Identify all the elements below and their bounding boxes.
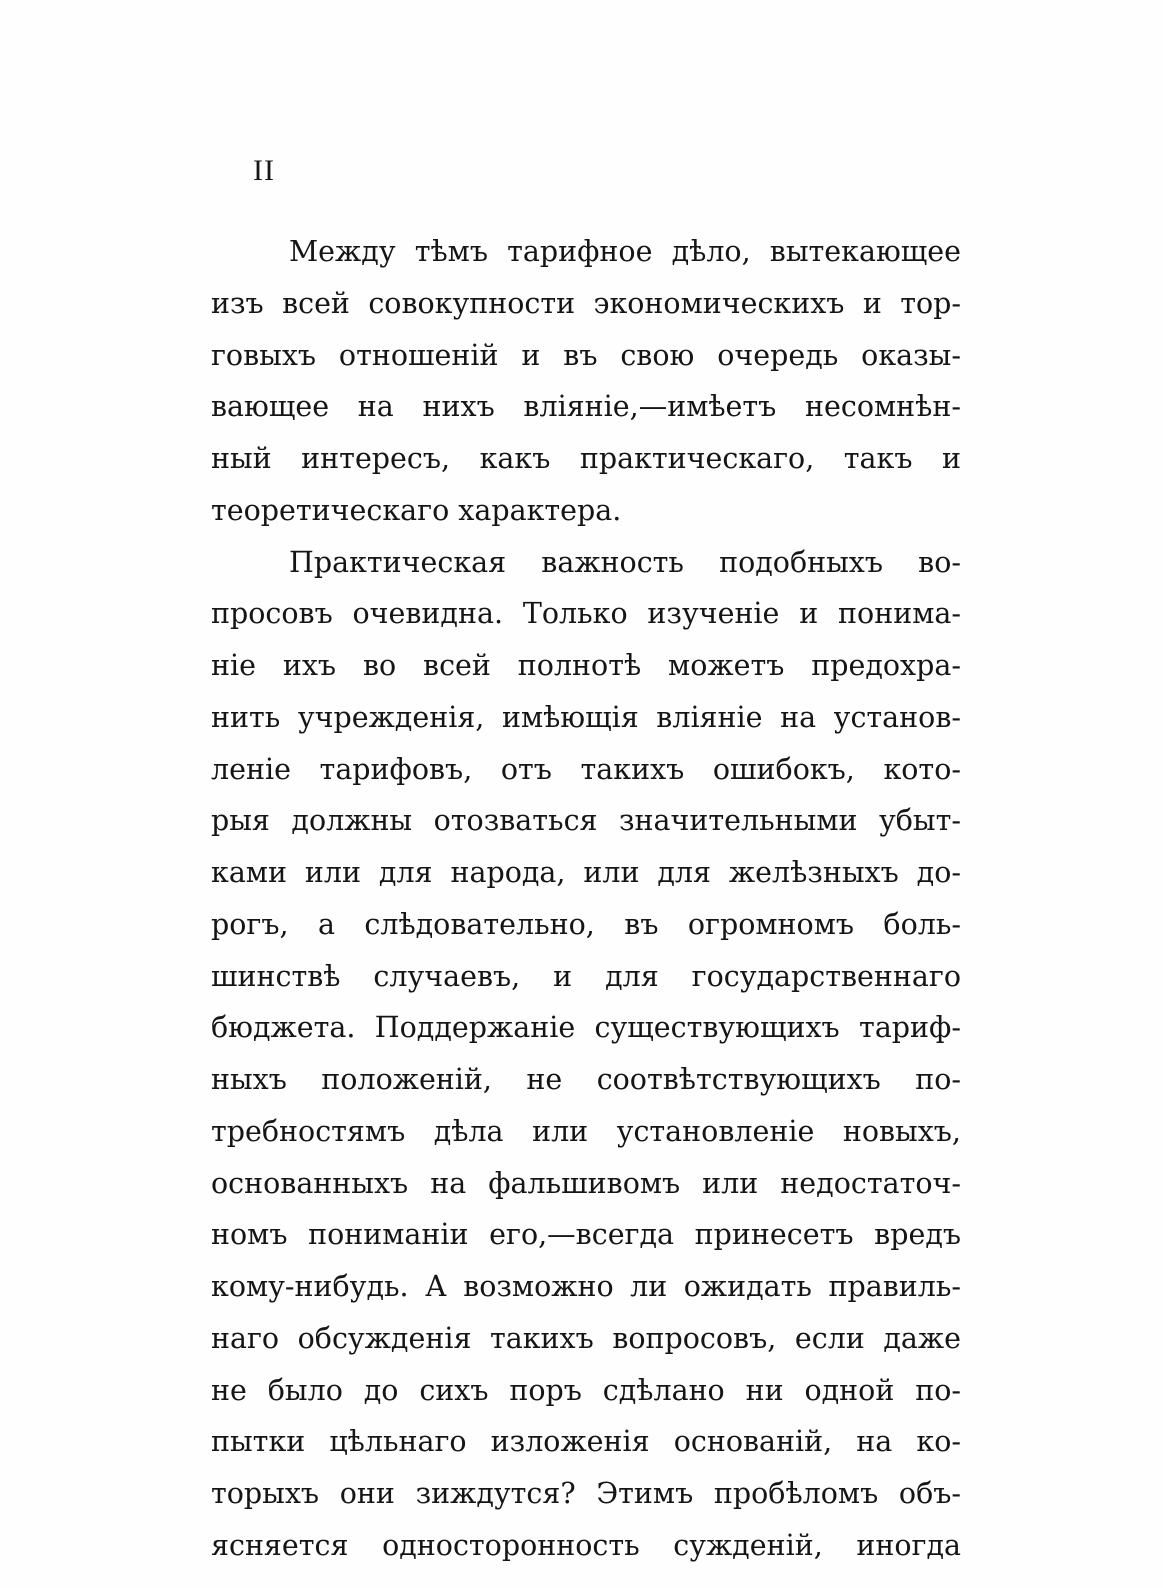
text-line: шинствѣ случаевъ, и для государственнаго xyxy=(211,959,961,993)
body-text xyxy=(211,226,961,1572)
text-line: рыя должны отозваться значительными убыт- xyxy=(211,804,961,838)
text-line: говыхъ отношеній и въ свою очередь оказы- xyxy=(211,338,961,372)
text-line: нить учрежденія, имѣющія вліяніе на установ- xyxy=(211,700,961,734)
page-number: II xyxy=(253,154,275,187)
text-line: ками или для народа, или для желѣзныхъ до- xyxy=(211,856,961,889)
text-line: Между тѣмъ тарифное дѣло, вытекающее xyxy=(289,235,961,268)
text-line: рогъ, а слѣдовательно, въ огромномъ боль- xyxy=(211,907,961,941)
text-line: кому-нибудь. А возможно ли ожидать правиль- xyxy=(211,1270,961,1303)
text-line: требностямъ дѣла или установленіе новыхъ, xyxy=(211,1114,961,1148)
text-line: наго обсужденія такихъ вопросовъ, если даже xyxy=(211,1321,961,1355)
text-line: ясняется односторонность сужденій, иногда xyxy=(211,1528,961,1562)
text-line: теоретическаго характера. xyxy=(211,493,622,527)
text-line: ный интересъ, какъ практическаго, такъ и xyxy=(211,442,961,475)
text-line: основанныхъ на фальшивомъ или недостаточ- xyxy=(211,1166,961,1200)
text-line: ныхъ положеній, не соотвѣтствующихъ по- xyxy=(211,1063,961,1096)
text-line: изъ всей совокупности экономическихъ и тор- xyxy=(211,286,961,320)
text-line: пытки цѣльнаго изложенія основаній, на ко- xyxy=(211,1425,961,1459)
text-line: номъ пониманіи его,—всегда принесетъ вредъ xyxy=(211,1218,961,1252)
text-line: не было до сихъ поръ сдѣлано ни одной по- xyxy=(211,1373,961,1407)
text-line: вающее на нихъ вліяніе,—имѣетъ несомнѣн- xyxy=(211,390,961,424)
text-line: бюджета. Поддержаніе существующихъ тариф- xyxy=(211,1011,961,1045)
text-line: ніе ихъ во всей полнотѣ можетъ предохра- xyxy=(211,649,961,682)
text-line: Практическая важность подобныхъ во- xyxy=(289,545,961,579)
text-line: просовъ очевидна. Только изученіе и понима- xyxy=(211,597,961,631)
text-line: торыхъ они зиждутся? Этимъ пробѣломъ объ- xyxy=(211,1477,961,1510)
text-line: леніе тарифовъ, отъ такихъ ошибокъ, кото- xyxy=(211,752,961,786)
